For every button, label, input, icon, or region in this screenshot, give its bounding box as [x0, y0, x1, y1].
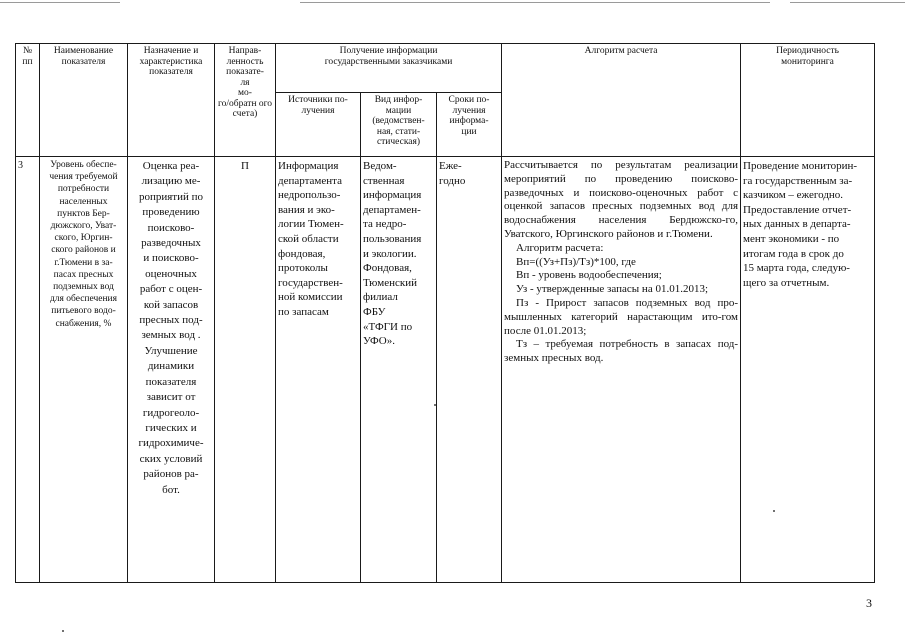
header-direction: Направ- ленность показате- ля мо- го/обратн ого счета) — [215, 44, 276, 157]
header-purpose: Назначение и характеристика показателя — [128, 44, 215, 157]
info-kind: Ведом- ственная информация департамен- та недро- пользования и экологии. Фондовая, Тюменский филиал ФБУ «ТФГИ по УФО». — [361, 157, 437, 583]
header-kind: Вид инфор- мации (ведомствен- ная, стати- стическая) — [361, 93, 437, 157]
header-info-group: Получение информации государственными заказчиками — [276, 44, 502, 93]
table-row — [16, 157, 875, 583]
algorithm-pz: Пз - Прирост запасов подземных вод про-мышленных категорий нарастающим ито-гом после 01.01.2013; — [504, 296, 739, 337]
scan-speck — [773, 510, 775, 512]
algorithm-heading: Алгоритм расчета: — [516, 241, 604, 254]
algorithm-uz: Уз - утвержденные запасы на 01.01.2013; — [516, 283, 709, 296]
scan-speck — [434, 404, 436, 406]
monitoring-periodicity: Проведение мониторин- га государственным за- казчиком – ежегодно. Предоставление отчет- ных данных в департа- мент экономики - по итогам года в срок до 15 марта года, следую- щего за отчетным. — [741, 157, 875, 583]
row-number: 3 — [16, 157, 40, 583]
header-periodicity: Периодичность мониторинга — [741, 44, 875, 157]
indicator-name: Уровень обеспе- чения требуемой потребности населенных пунктов Бер- дюжского, Уват- ского, Юргин- ского районов и г.Тюмени в за- пасах пресных подземных вод для обеспечения питьевого водо- снабжения, % — [40, 157, 128, 583]
scan-artifact — [0, 2, 120, 3]
calculation-algorithm — [502, 157, 741, 583]
header-sources: Источники по- лучения — [276, 93, 361, 157]
algorithm-vp: Вп - уровень водообеспечения; — [516, 269, 662, 282]
header-num: № пп — [16, 44, 40, 157]
scan-artifact — [790, 2, 905, 3]
scan-artifact — [300, 2, 770, 3]
scan-speck — [62, 630, 64, 632]
indicator-purpose: Оценка реа- лизацию ме- роприятий по проведению поисково- разведочных и поисково- оценочных работ с оцен- кой запасов пресных под- земных вод . Улучшение динамики показателя зависит от гидрогеоло- гических и гидрохимиче- ских условий районов ра- бот. — [128, 157, 215, 583]
algorithm-tz: Тз – требуемая потребность в запасах под-земных пресных вод. — [504, 338, 739, 365]
indicator-table — [15, 43, 875, 583]
info-terms: Еже- годно — [437, 157, 502, 583]
algorithm-intro: Рассчитывается по результатам реализации мероприятий по проведению поисково-разведочных и поисково-оценочных работ с оценкой запасов пресных подземных вод для водоснабжения населения Бердюжско-го, Уватского, Юргинского районов и г.Тюмени. — [504, 159, 739, 240]
header-name: Наименование показателя — [40, 44, 128, 157]
page-number: 3 — [866, 596, 872, 610]
header-algorithm: Алгоритм расчета — [502, 44, 741, 157]
header-terms: Сроки по- лучения информа- ции — [437, 93, 502, 157]
info-sources: Информация департамента недропользо- вания и эко- логии Тюмен- ской области фондовая, протоколы государствен- ной комиссии по запасам — [276, 157, 361, 583]
indicator-direction: П — [215, 157, 276, 583]
algorithm-formula: Вп=((Уз+Пз)/Тз)*100, где — [516, 255, 636, 268]
header-row — [16, 44, 875, 93]
